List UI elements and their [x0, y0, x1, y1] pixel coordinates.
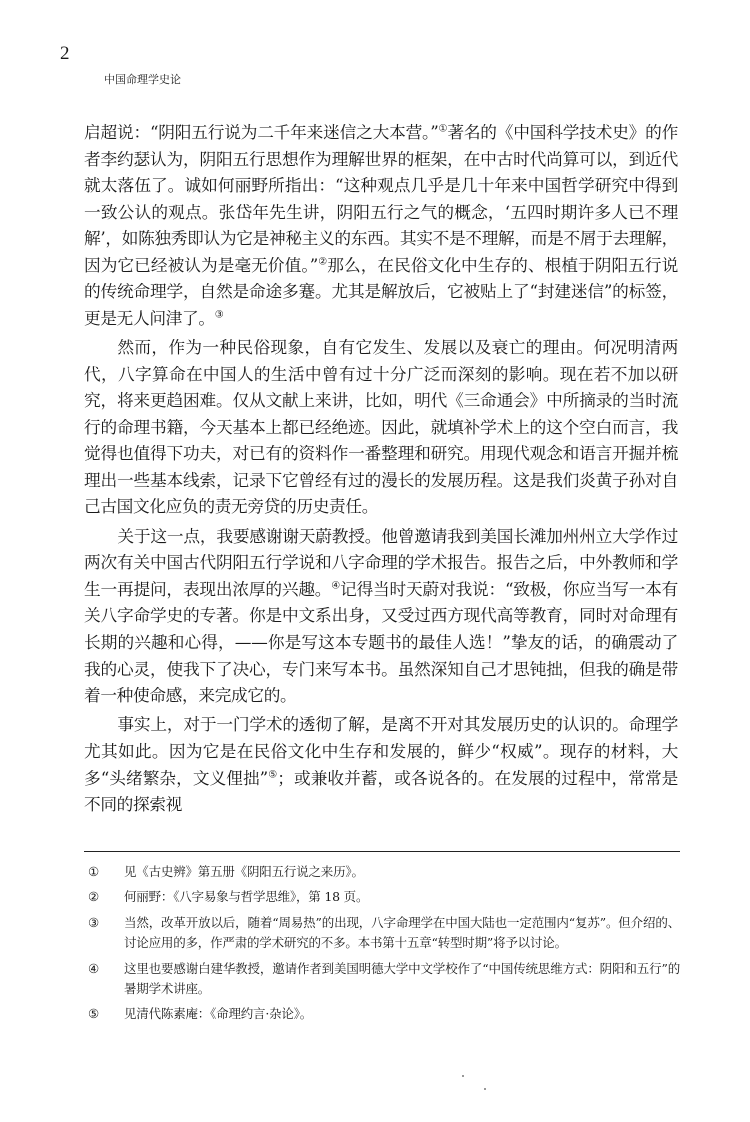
footnote-mark: ① — [88, 864, 100, 879]
footnote-2 — [84, 887, 680, 907]
footnote-divider — [84, 851, 680, 852]
footnote-1 — [84, 862, 680, 882]
scan-speck — [462, 1075, 464, 1077]
footnote-mark: ⑤ — [88, 1006, 100, 1022]
footnote-ref-4: ④ — [331, 580, 341, 592]
footnote-text: 这里也要感谢白建华教授，邀请作者到美国明德大学中文学校作了“中国传统思维方式：阴阳和五行”的暑期学术讲座。 — [124, 960, 680, 997]
scan-speck — [484, 1088, 486, 1090]
footnote-mark: ④ — [88, 960, 100, 976]
footnote-text: 见《古史辨》第五册《阴阳五行说之来历》。 — [124, 864, 364, 879]
footnote-ref-3: ③ — [214, 309, 224, 321]
footnote-4 — [84, 959, 680, 1000]
footnote-text: 当然，改革开放以后，随着“周易热”的出现，八字命理学在中国大陆也一定范围内“复苏”。但介绍的、讨论应用的多，作严肃的学术研究的不多。本书第十五章“转型时期”将予以讨论。 — [124, 914, 680, 951]
footnote-5 — [84, 1004, 680, 1024]
footnote-ref-1: ① — [438, 123, 448, 135]
footnote-mark: ② — [88, 889, 100, 905]
footnote-text: 见清代陈素庵：《命理约言·杂论》。 — [124, 1006, 313, 1022]
paragraph-1: 启超说：“阴阳五行说为二千年来迷信之大本营。”①著名的《中国科学技术史》的作者李约瑟认为，阴阳五行思想作为理解世界的框架，在中古时代尚算可以，到近代就太落伍了。诚如何丽野所指出：“这种观点几乎是几十年来中国哲学研究中得到一致公认的观点。张岱年先生讲，阴阳五行之气的概念，‘五四时期许多人已不理解’，如陈独秀即认为它是神秘主义的东西。其实不是不理解，而是不屑于去理解，因为它已经被认为是毫无价值。”②那么，在民俗文化中生存的、根植于阴阳五行说的传统命理学，自然是命途多蹇。尤其是解放后，它被贴上了“封建迷信”的标签，更是无人问津了。③ — [84, 122, 678, 328]
paragraph-3: 关于这一点，我要感谢谢天蔚教授。他曾邀请我到美国长滩加州州立大学作过两次有关中国古代阴阳五行学说和八字命理的学术报告。报告之后，中外教师和学生一再提问，表现出浓厚的兴趣。④记得当时天蔚对我说：“致极，你应当写一本有关八字命学史的专著。你是中文系出身，又受过西方现代高等教育，同时对命理有长期的兴趣和心得，——你是写这本专题书的最佳人选！”挚友的话，的确震动了我的心灵，使我下了决心，专门来写本书。虽然深知自己才思钝拙，但我的确是带着一种使命感，来完成它的。 — [84, 525, 678, 706]
footnote-ref-2: ② — [317, 256, 328, 268]
page-number: 2 — [60, 43, 70, 64]
paragraph-2: 然而，作为一种民俗现象，自有它发生、发展以及衰亡的理由。何况明清两代，八字算命在中国人的生活中曾有过十分广泛而深刻的影响。现在若不加以研究，将来更趋困难。仅从文献上来讲，比如，明代《三命通会》中所摘录的当时流行的命理书籍，今天基本上都已经绝迹。因此，就填补学术上的这个空白而言，我觉得也值得下功夫，对已有的资料作一番整理和研究。用现代观念和语言开掘并梳理出一些基本线索，记录下它曾经有过的漫长的发展历程。这是我们炎黄子孙对自己古国文化应负的责无旁贷的历史责任。 — [84, 337, 678, 517]
footnote-text: 何丽野：《八字易象与哲学思维》，第 18 页。 — [124, 889, 369, 905]
paragraph-4: 事实上，对于一门学术的透彻了解，是离不开对其发展历史的认识的。命理学尤其如此。因为它是在民俗文化中生存和发展的，鲜少“权威”。现存的材料，大多“头绪繁杂，文义俚拙”⑤；或兼收并蓄，或各说各的。在发展的过程中，常常是不同的探索视 — [84, 714, 678, 815]
body-text — [84, 119, 678, 818]
running-title: 中国命理学史论 — [104, 73, 181, 86]
footnote-mark: ③ — [88, 914, 100, 930]
footnote-ref-5: ⑤ — [267, 768, 278, 780]
footnotes — [84, 862, 680, 1030]
footnote-3 — [84, 913, 680, 954]
